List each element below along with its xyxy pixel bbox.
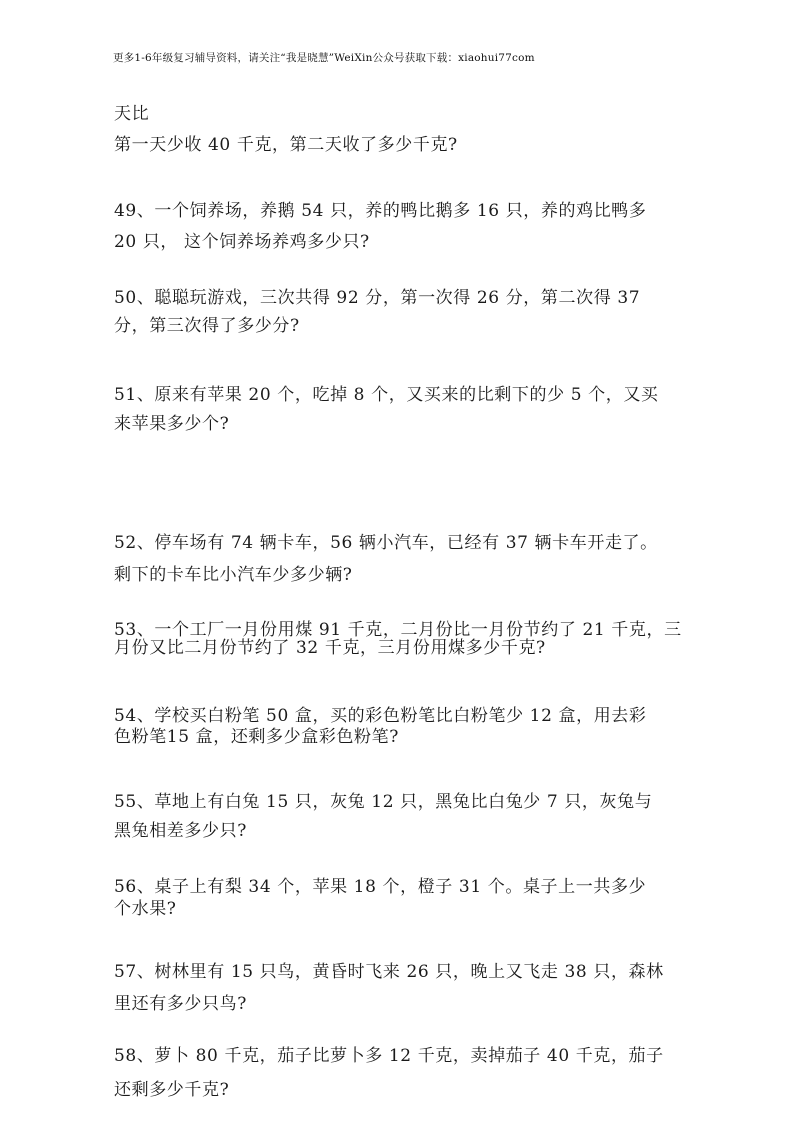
text-line: 第一天少收 40 千克，第二天收了多少千克?: [114, 135, 458, 155]
question-56-line-2: 个水果?: [114, 899, 177, 919]
question-55-line-2: 黑兔相差多少只?: [114, 821, 247, 841]
question-55-line-1: 55、草地上有白兔 15 只，灰兔 12 只，黑兔比白兔少 7 只，灰兔与: [114, 792, 653, 812]
question-53-line-2: 月份又比二月份节约了 32 千克，三月份用煤多少千克?: [114, 638, 546, 658]
question-53-line-1: 53、一个工厂一月份用煤 91 千克，二月份比一月份节约了 21 千克，三: [114, 620, 682, 640]
question-57-line-2: 里还有多少只鸟?: [114, 994, 247, 1014]
question-50-line-1: 50、聪聪玩游戏，三次共得 92 分，第一次得 26 分，第二次得 37: [114, 288, 641, 308]
question-57-line-1: 57、树林里有 15 只鸟，黄昏时飞来 26 只，晚上又飞走 38 只，森林: [114, 962, 664, 982]
question-51-line-1: 51、原来有苹果 20 个，吃掉 8 个，又买来的比剩下的少 5 个，又买: [114, 385, 659, 405]
question-49-line-1: 49、一个饲养场，养鹅 54 只，养的鸭比鹅多 16 只，养的鸡比鸭多: [114, 201, 647, 221]
question-54-line-1: 54、学校买白粉笔 50 盒，买的彩色粉笔比白粉笔少 12 盒，用去彩: [114, 706, 647, 726]
question-52-line-1: 52、停车场有 74 辆卡车，56 辆小汽车，已经有 37 辆卡车开走了。: [114, 533, 658, 553]
question-58-line-2: 还剩多少千克?: [114, 1080, 230, 1100]
question-51-line-2: 来苹果多少个?: [114, 414, 230, 434]
question-50-line-2: 分，第三次得了多少分?: [114, 316, 300, 336]
question-54-line-2: 色粉笔15 盒，还剩多少盒彩色粉笔?: [114, 727, 399, 747]
text-line: 天比: [114, 104, 150, 124]
page-header: 更多1-6年级复习辅导资料，请关注“我是晓慧”WeiXin公众号获取下载：xiaohui77com: [113, 52, 535, 64]
question-49-line-2: 20 只， 这个饲养场养鸡多少只?: [114, 232, 370, 252]
question-52-line-2: 剩下的卡车比小汽车少多少辆?: [114, 565, 353, 585]
question-56-line-1: 56、桌子上有梨 34 个，苹果 18 个，橙子 31 个。桌子上一共多少: [114, 877, 647, 897]
question-58-line-1: 58、萝卜 80 千克，茄子比萝卜多 12 千克，卖掉茄子 40 千克，茄子: [114, 1046, 664, 1066]
